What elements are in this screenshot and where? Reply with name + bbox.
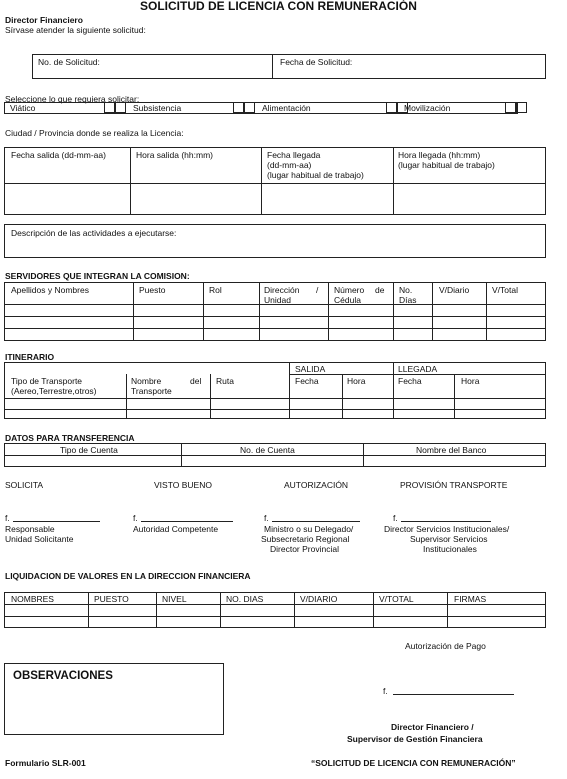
col-days-label: Días <box>399 295 417 305</box>
arrival-time-place: (lugar habitual de trabajo) <box>398 160 495 170</box>
arrival-date-header: Fecha llegada <box>267 150 321 160</box>
col-direction-slash: / <box>316 285 319 295</box>
sig3-role-2: Subsecretario Regional <box>261 534 350 544</box>
approval-autorizacion: AUTORIZACIÓN <box>284 480 349 490</box>
col-arr-time: Hora <box>461 376 480 386</box>
col-dep-time: Hora <box>347 376 366 386</box>
col-direction-unit: Unidad <box>264 295 291 305</box>
col-transport-name: Nombre <box>131 376 162 386</box>
sig3-role-3: Director Provincial <box>270 544 339 554</box>
col-names: Apellidos y Nombres <box>11 285 89 295</box>
city-label: Ciudad / Provincia donde se realiza la Licencia: <box>5 128 184 138</box>
checkbox-viatico-2[interactable] <box>115 102 126 113</box>
col-id-de: de <box>375 285 385 295</box>
checkbox-movilizacion-2[interactable] <box>516 102 527 113</box>
col-days: No. <box>399 285 413 295</box>
signature-line-3[interactable] <box>272 521 360 522</box>
approval-visto-bueno: VISTO BUENO <box>154 480 212 490</box>
col-direction: Dirección <box>264 285 300 295</box>
sig4-role: Director Servicios Institucionales/ <box>384 524 510 534</box>
fin-director: Director Financiero / <box>391 722 474 732</box>
sig2-role: Autoridad Competente <box>133 524 219 534</box>
itinerary-arrival: LLEGADA <box>398 364 438 374</box>
signature-line-4[interactable] <box>401 521 491 522</box>
liq-col-daily: V/DIARIO <box>300 594 338 604</box>
col-id-cedula: Cédula <box>334 295 361 305</box>
sig4-role-2: Supervisor Servicios <box>410 534 488 544</box>
col-transport-type-hint: (Aereo,Terrestre,otros) <box>11 386 97 396</box>
sig3-role: Ministro o su Delegado/ <box>264 524 354 534</box>
col-position: Puesto <box>139 285 166 295</box>
sig1-unit: Unidad Solicitante <box>5 534 74 544</box>
col-total-value: V/Total <box>492 285 518 295</box>
col-route: Ruta <box>216 376 234 386</box>
liq-col-total: V/TOTAL <box>379 594 414 604</box>
checkbox-alimentacion[interactable] <box>386 102 397 113</box>
transfer-title: DATOS PARA TRANSFERENCIA <box>5 433 135 443</box>
sig4-f: f. <box>393 513 398 523</box>
fin-supervisor: Supervisor de Gestión Financiera <box>347 734 483 744</box>
checkbox-subsistencia[interactable] <box>233 102 244 113</box>
col-arr-date: Fecha <box>398 376 422 386</box>
col-transport-type: Tipo de Transporte <box>11 376 83 386</box>
col-account-type: Tipo de Cuenta <box>60 445 118 455</box>
col-account-number: No. de Cuenta <box>240 445 295 455</box>
sig3-f: f. <box>264 513 269 523</box>
col-transport-name-label: Transporte <box>131 386 172 396</box>
col-dep-date: Fecha <box>295 376 319 386</box>
checkbox-subsistencia-2[interactable] <box>244 102 255 113</box>
request-number-field[interactable]: No. de Solicitud: <box>38 57 100 67</box>
approval-provision: PROVISIÓN TRANSPORTE <box>400 480 508 490</box>
fin-signature-line[interactable] <box>393 694 514 695</box>
option-movilizacion: Movilización <box>404 103 451 113</box>
col-bank-name: Nombre del Banco <box>416 445 487 455</box>
sig1-role: Responsable <box>5 524 55 534</box>
payment-authorization: Autorización de Pago <box>405 641 486 651</box>
servers-title: SERVIDORES QUE INTEGRAN LA COMISION: <box>5 271 190 281</box>
addressee: Director Financiero <box>5 15 83 25</box>
form-code: Formulario SLR-001 <box>5 758 86 768</box>
form-title: SOLICITUD DE LICENCIA CON REMUNERACIÓN <box>140 0 417 13</box>
activities-label: Descripción de las actividades a ejecutarse: <box>11 228 177 238</box>
option-viatico: Viático <box>10 103 36 113</box>
form-name-footer: “SOLICITUD DE LICENCIA CON REMUNERACIÓN” <box>311 758 516 768</box>
arrival-date-format: (dd-mm-aa) <box>267 160 312 170</box>
itinerary-title: ITINERARIO <box>5 352 55 362</box>
col-daily-value: V/Diario <box>439 285 470 295</box>
sig1-f: f. <box>5 513 10 523</box>
col-id-number: Número <box>334 285 365 295</box>
checkbox-movilizacion[interactable] <box>505 102 516 113</box>
sig2-f: f. <box>133 513 138 523</box>
fin-sig-f: f. <box>383 686 388 696</box>
option-alimentacion: Alimentación <box>262 103 311 113</box>
select-label: Seleccione lo que requiera solicitar: <box>5 94 140 104</box>
request-date-field[interactable]: Fecha de Solicitud: <box>280 57 353 67</box>
liq-col-signatures: FIRMAS <box>454 594 487 604</box>
observations-title: OBSERVACIONES <box>13 670 113 682</box>
checkbox-viatico[interactable] <box>104 102 115 113</box>
liq-col-position: PUESTO <box>94 594 129 604</box>
liq-col-level: NIVEL <box>162 594 187 604</box>
liquidation-title: LIQUIDACION DE VALORES EN LA DIRECCION FINANCIERA <box>5 571 251 581</box>
option-subsistencia: Subsistencia <box>133 103 182 113</box>
itinerary-departure: SALIDA <box>295 364 326 374</box>
departure-time-header: Hora salida (hh:mm) <box>136 150 213 160</box>
liq-col-days: NO. DIAS <box>226 594 264 604</box>
sig4-role-3: Institucionales <box>423 544 477 554</box>
liq-col-names: NOMBRES <box>11 594 54 604</box>
request-intro: Sírvase atender la siguiente solicitud: <box>5 25 146 35</box>
col-transport-name-del: del <box>190 376 202 386</box>
approval-solicita: SOLICITA <box>5 480 44 490</box>
signature-line-1[interactable] <box>13 521 100 522</box>
col-role: Rol <box>209 285 222 295</box>
departure-date-header: Fecha salida (dd-mm-aa) <box>11 150 106 160</box>
arrival-date-place: (lugar habitual de trabajo) <box>267 170 364 180</box>
arrival-time-header: Hora llegada (hh:mm) <box>398 150 481 160</box>
signature-line-2[interactable] <box>141 521 233 522</box>
